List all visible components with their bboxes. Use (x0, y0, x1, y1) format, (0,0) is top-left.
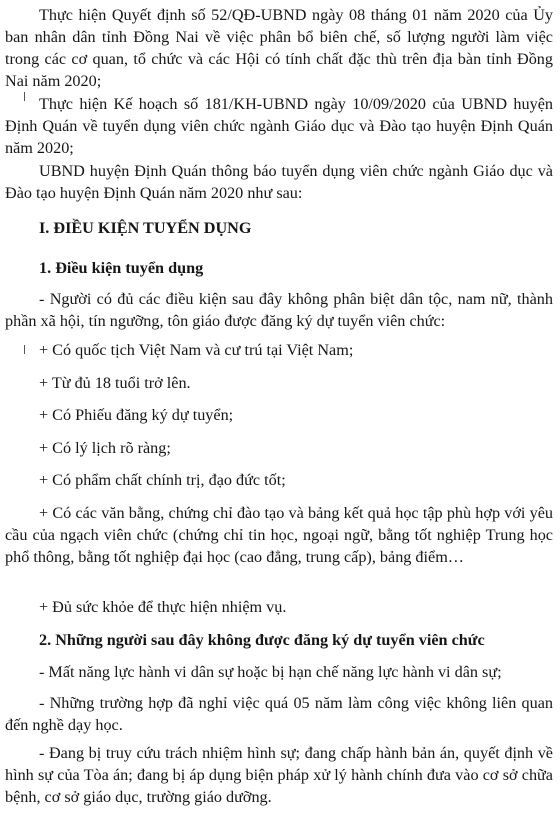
conditions-intro: - Người có đủ các điều kiện sau đây không phân biệt dân tộc, nam nữ, thành phần xã hội, tín ngưỡng, tôn giáo được đăng ký dự tuyển viên chức: (5, 290, 553, 330)
paragraph-plan-181: Thực hiện Kế hoạch số 181/KH-UBND ngày 10/09/2020 của UBND huyện Định Quán về tuyển dụng viên chức ngành Giáo dục và Đào tạo huyện Định Quán năm 2020; (5, 95, 553, 157)
scan-mark (24, 345, 25, 354)
condition-item: + Đủ sức khỏe để thực hiện nhiệm vụ. (39, 598, 287, 616)
subsection-heading-ineligible: 2. Những người sau đây không được đăng ký dự tuyển viên chức (39, 631, 485, 649)
condition-item: + Có phẩm chất chính trị, đạo đức tốt; (39, 471, 286, 489)
subsection-heading-conditions: 1. Điều kiện tuyển dụng (39, 259, 204, 277)
ineligible-item: - Những trường hợp đã nghỉ việc quá 05 năm làm công việc không liên quan đến nghề dạy học. (5, 694, 553, 734)
condition-item: + Có Phiếu đăng ký dự tuyển; (39, 406, 234, 424)
paragraph-decision-52: Thực hiện Quyết định số 52/QĐ-UBND ngày 08 tháng 01 năm 2020 của Ủy ban nhân dân tỉnh Đồng Nai về việc phân bổ biên chế, số lượng người làm việc trong các cơ quan, tổ chức và các Hội có tính chất đặc thù trên địa bàn tỉnh Đồng Nai năm 2020; (5, 6, 553, 90)
condition-item: + Từ đủ 18 tuổi trở lên. (39, 374, 191, 392)
section-heading-recruitment-conditions: I. ĐIỀU KIỆN TUYỂN DỤNG (39, 219, 252, 237)
condition-item: + Có quốc tịch Việt Nam và cư trú tại Việt Nam; (39, 341, 354, 359)
ineligible-item: - Mất năng lực hành vi dân sự hoặc bị hạn chế năng lực hành vi dân sự; (39, 663, 502, 681)
paragraph-announcement: UBND huyện Định Quán thông báo tuyển dụng viên chức ngành Giáo dục và Đào tạo huyện Định Quán năm 2020 như sau: (5, 162, 553, 202)
condition-item: + Có lý lịch rõ ràng; (39, 439, 171, 457)
condition-item: + Có các văn bằng, chứng chỉ đào tạo và bảng kết quả học tập phù hợp với yêu cầu của ngạch viên chức (chứng chỉ tin học, ngoại ngữ, bằng tốt nghiệp Trung học phổ thông, bằng tốt nghiệp đại học (cao đẳng, trung cấp), bảng điểm… (5, 504, 553, 566)
ineligible-item: - Đang bị truy cứu trách nhiệm hình sự; đang chấp hành bản án, quyết định về hình sự của Tòa án; đang bị áp dụng biện pháp xử lý hành chính đưa vào cơ sở chữa bệnh, cơ sở giáo dục, trường giáo dưỡng. (5, 744, 553, 806)
